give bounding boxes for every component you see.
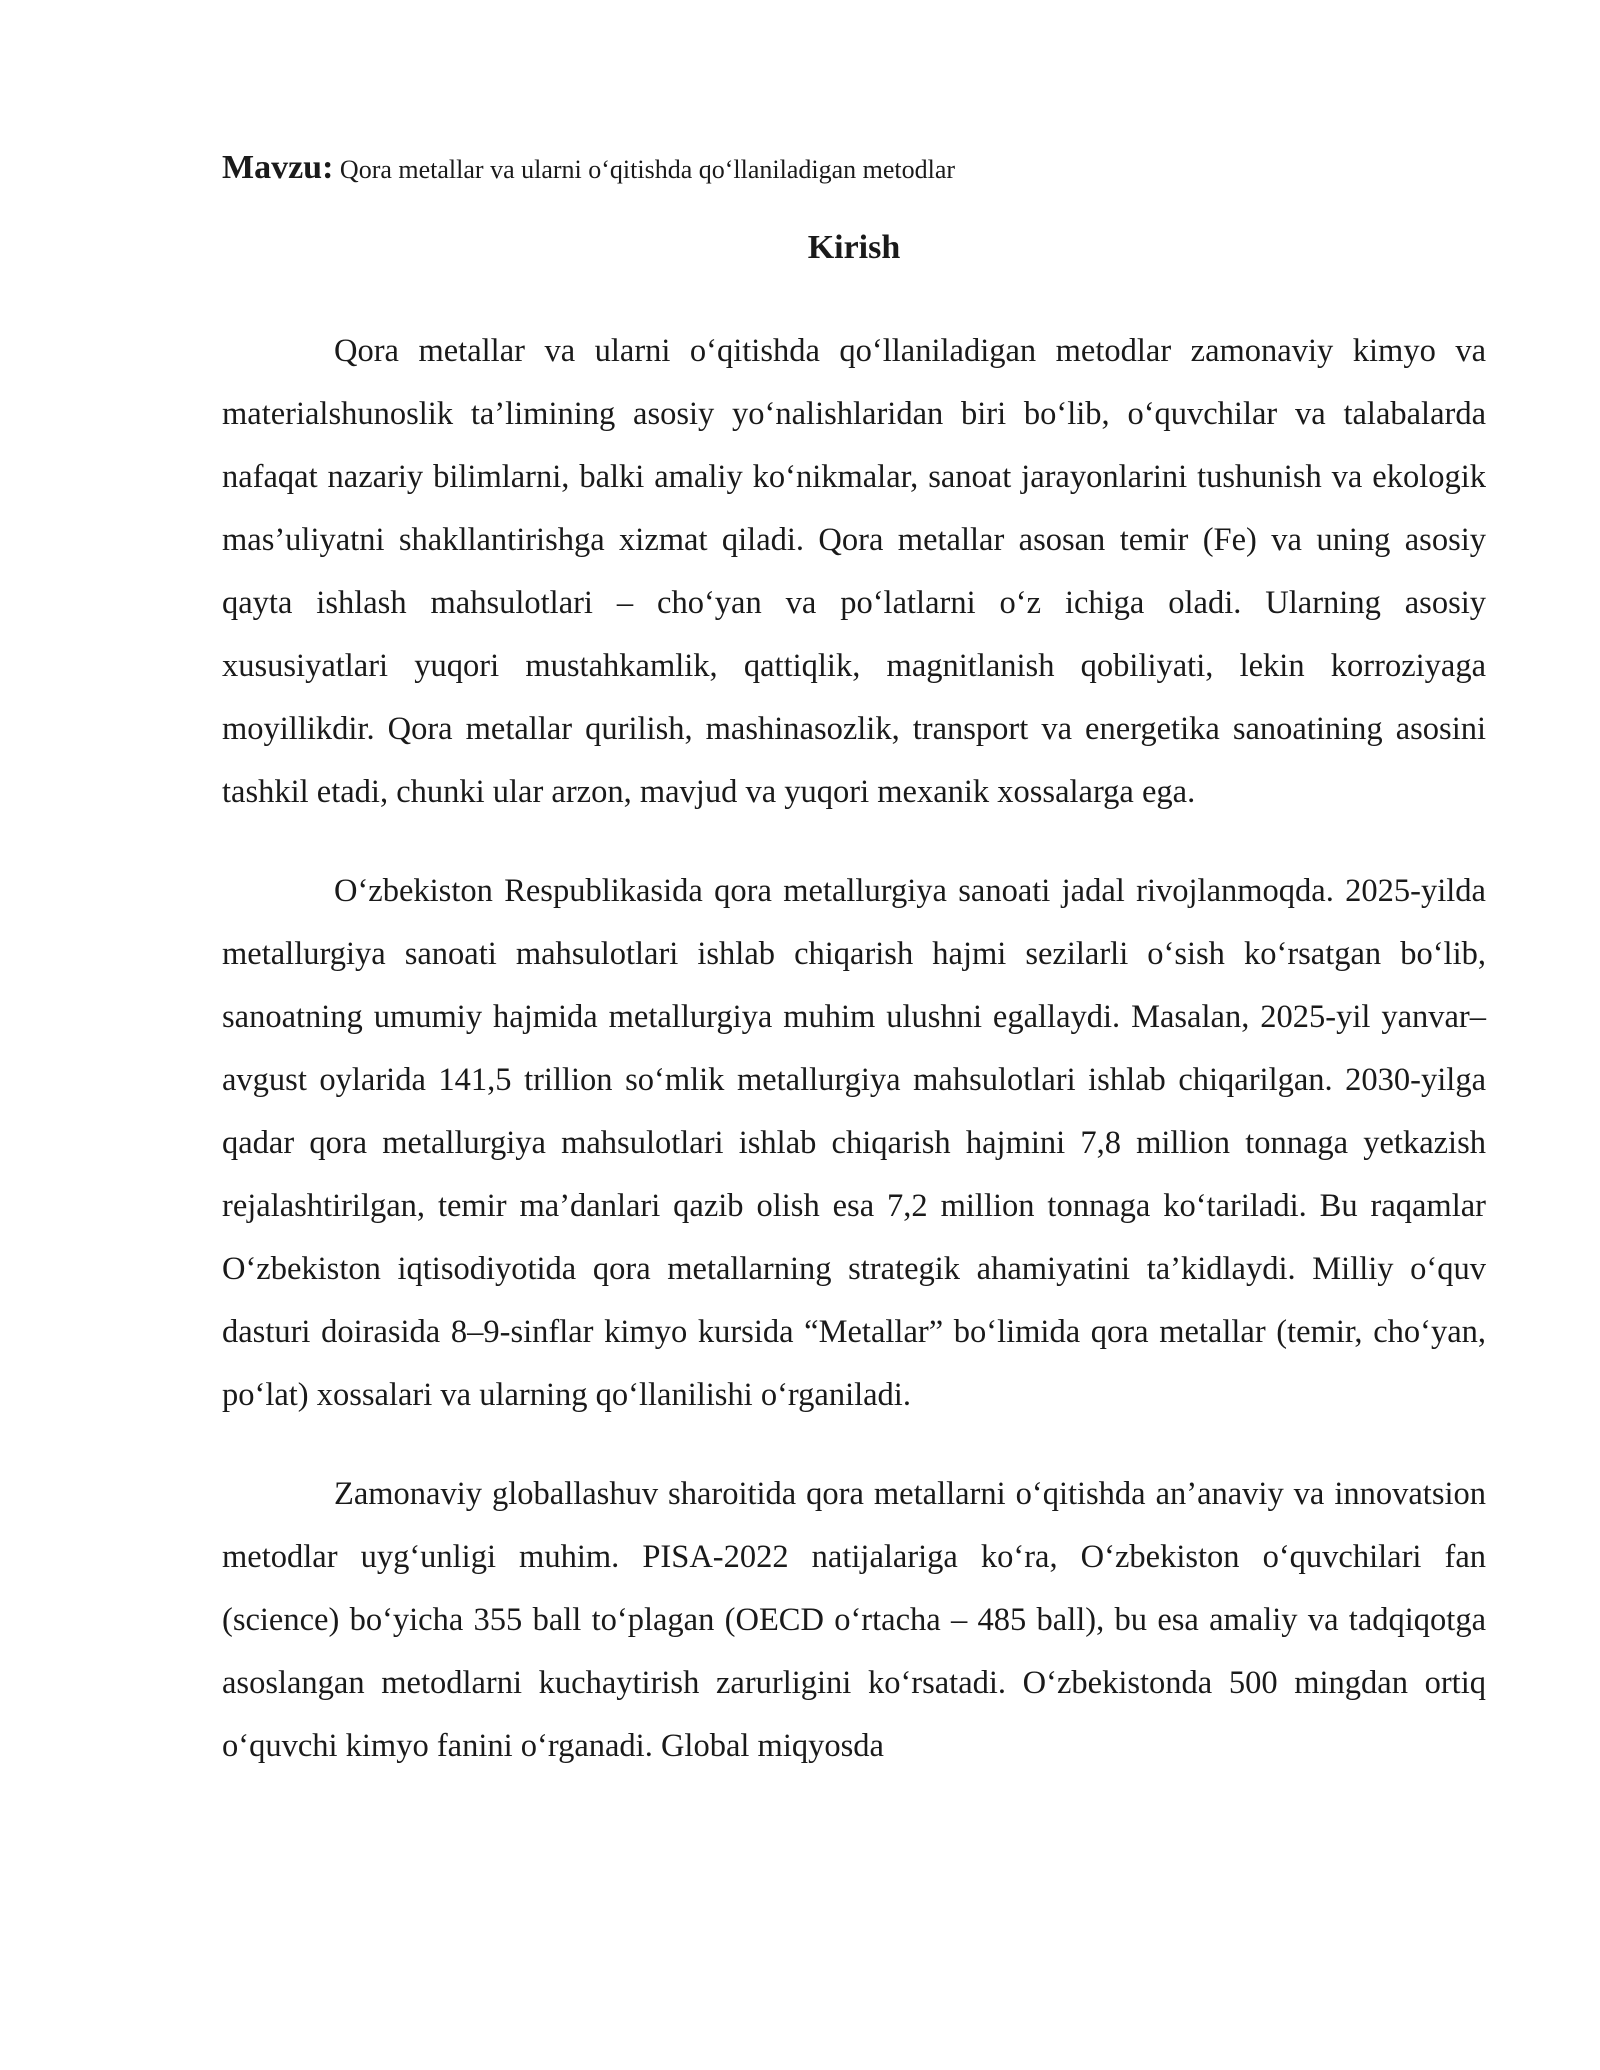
topic-line (222, 148, 1482, 190)
body-text (222, 320, 1486, 1814)
topic-title: Qora metallar va ularni o‘qitishda qo‘llaniladigan metodlar (333, 155, 956, 184)
section-heading: Kirish (807, 229, 901, 266)
paragraph-1: Qora metallar va ularni o‘qitishda qo‘llaniladigan metodlar zamonaviy kimyo va materialshunoslik ta’limining asosiy yo‘nalishlaridan biri bo‘lib, o‘quvchilar va talabalarda nafaqat nazariy bilimlarni, balki amaliy ko‘nikmalar, sanoat jarayonlarini tushunish va ekologik mas’uliyatni shakllantirishga xizmat qiladi. Qora metallar asosan temir (Fe) va uning asosiy qayta ishlash mahsulotlari – cho‘yan va po‘latlarni o‘z ichiga oladi. Ularning asosiy xususiyatlari yuqori mustahkamlik, qattiqlik, magnitlanish qobiliyati, lekin korroziyaga moyillikdir. Qora metallar qurilish, mashinasozlik, transport va energetika sanoatining asosini tashkil etadi, chunki ular arzon, mavjud va yuqori mexanik xossalarga ega. (222, 333, 1486, 810)
paragraph-2: O‘zbekiston Respublikasida qora metallurgiya sanoati jadal rivojlanmoqda. 2025-yilda metallurgiya sanoati mahsulotlari ishlab chiqarish hajmi sezilarli o‘sish ko‘rsatgan bo‘lib, sanoatning umumiy hajmida metallurgiya muhim ulushni egallaydi. Masalan, 2025-yil yanvar–avgust oylarida 141,5 trillion so‘mlik metallurgiya mahsulotlari ishlab chiqarilgan. 2030-yilga qadar qora metallurgiya mahsulotlari ishlab chiqarish hajmini 7,8 million tonnaga yetkazish rejalashtirilgan, temir ma’danlari qazib olish esa 7,2 million tonnaga ko‘tariladi. Bu raqamlar O‘zbekiston iqtisodiyotida qora metallarning strategik ahamiyatini ta’kidlaydi. Milliy o‘quv dasturi doirasida 8–9-sinflar kimyo kursida “Metallar” bo‘limida qora metallar (temir, cho‘yan, po‘lat) xossalari va ularning qo‘llanilishi o‘rganiladi. (222, 873, 1486, 1413)
topic-label: Mavzu: (222, 149, 334, 186)
paragraph-3: Zamonaviy globallashuv sharoitida qora metallarni o‘qitishda an’anaviy va innovatsion metodlar uyg‘unligi muhim. PISA-2022 natijalariga ko‘ra, O‘zbekiston o‘quvchilari fan (science) bo‘yicha 355 ball to‘plagan (OECD o‘rtacha – 485 ball), bu esa amaliy va tadqiqotga asoslangan metodlarni kuchaytirish zarurligini ko‘rsatadi. O‘zbekistonda 500 mingdan ortiq o‘quvchi kimyo fanini o‘rganadi. Global miqyosda (222, 1476, 1486, 1764)
